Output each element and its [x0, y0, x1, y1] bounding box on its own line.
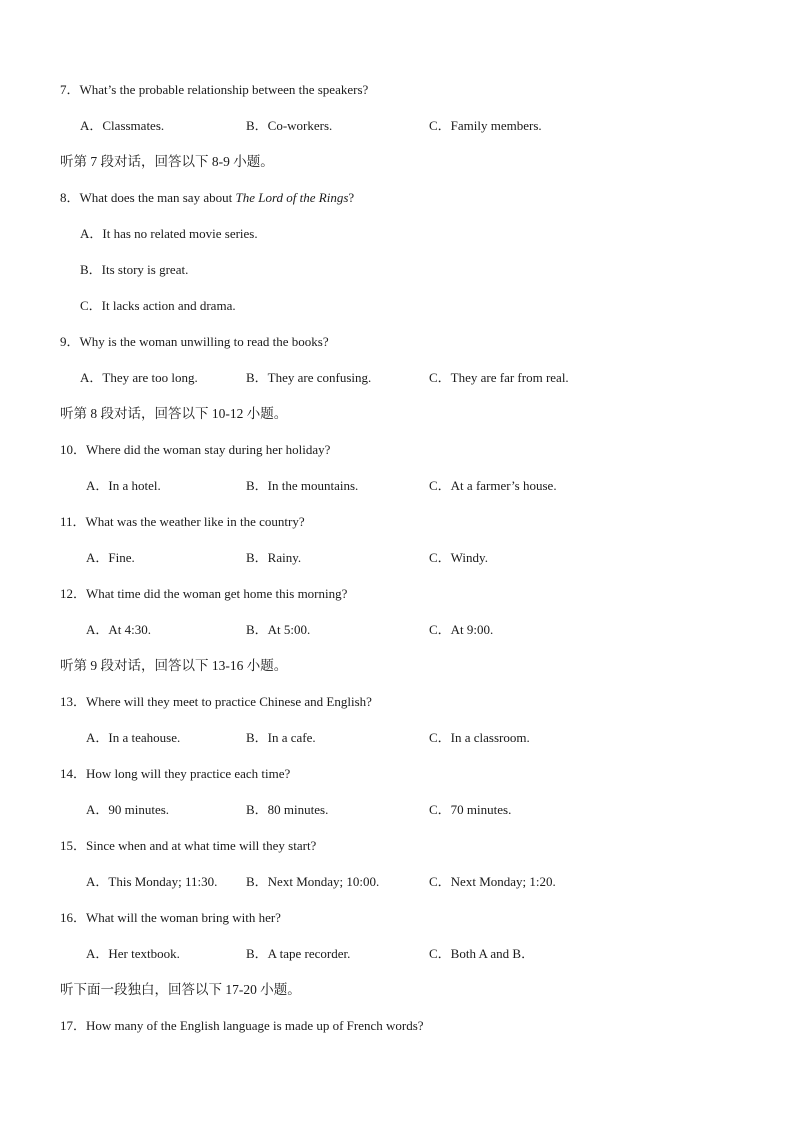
question-text: 7．What’s the probable relationship between the speakers?	[60, 82, 369, 97]
question-text: 13．Where will they meet to practice Chinese and English?	[60, 694, 372, 709]
section-instruction: 听下面一段独白，回答以下 17-20 小题。	[60, 982, 301, 997]
question-text	[60, 189, 354, 207]
answer-options-row	[0, 801, 794, 819]
answer-option[interactable]: C．They are far from real.	[429, 370, 569, 385]
question-text: 16．What will the woman bring with her?	[60, 910, 281, 925]
section-instruction: 听第 7 段对话，回答以下 8-9 小题。	[60, 154, 274, 169]
answer-option[interactable]: B．In a cafe.	[246, 730, 316, 745]
answer-option[interactable]: B．They are confusing.	[246, 370, 372, 385]
question-text: 10．Where did the woman stay during her holiday?	[60, 442, 331, 457]
answer-options-row	[0, 945, 794, 963]
answer-option[interactable]: B．Next Monday; 10:00.	[246, 874, 380, 889]
answer-option[interactable]: A．In a teahouse.	[86, 730, 181, 745]
answer-option[interactable]: A．Classmates.	[80, 118, 165, 133]
answer-option[interactable]: B．Co-workers.	[246, 118, 333, 133]
answer-option[interactable]: C．70 minutes.	[429, 802, 512, 817]
answer-option[interactable]: A．It has no related movie series.	[80, 226, 258, 241]
question-fragment: 8．What does the man say about	[60, 190, 236, 205]
answer-options-row	[0, 369, 794, 387]
question-text: 15．Since when and at what time will they start?	[60, 838, 317, 853]
answer-options-row	[0, 621, 794, 639]
question-fragment: ?	[348, 190, 355, 205]
answer-option[interactable]: C．Next Monday; 1:20.	[429, 874, 556, 889]
answer-options-row	[0, 729, 794, 747]
book-title: The Lord of the Rings	[235, 190, 349, 205]
answer-option[interactable]: A．This Monday; 11:30.	[86, 874, 218, 889]
answer-options-row	[0, 873, 794, 891]
answer-options-row	[0, 477, 794, 495]
section-instruction: 听第 8 段对话，回答以下 10-12 小题。	[60, 406, 288, 421]
section-instruction: 听第 9 段对话，回答以下 13-16 小题。	[60, 658, 288, 673]
answer-option[interactable]: A．At 4:30.	[86, 622, 152, 637]
answer-option[interactable]: C．Family members.	[429, 118, 542, 133]
question-text: 12．What time did the woman get home this morning?	[60, 586, 348, 601]
question-text: 11．What was the weather like in the country?	[60, 514, 305, 529]
answer-option[interactable]: A．90 minutes.	[86, 802, 170, 817]
answer-option[interactable]: B．At 5:00.	[246, 622, 311, 637]
answer-option[interactable]: C．In a classroom.	[429, 730, 530, 745]
answer-option[interactable]: A．Her textbook.	[86, 946, 180, 961]
answer-option[interactable]: A．They are too long.	[80, 370, 198, 385]
answer-option[interactable]: C．Both A and B．	[429, 946, 535, 961]
answer-option[interactable]: B．Rainy.	[246, 550, 302, 565]
answer-option[interactable]: A．Fine.	[86, 550, 135, 565]
question-text: 14．How long will they practice each time?	[60, 766, 291, 781]
answer-option[interactable]: B．In the mountains.	[246, 478, 359, 493]
answer-option[interactable]: C．At a farmer’s house.	[429, 478, 557, 493]
answer-option[interactable]: C．At 9:00.	[429, 622, 494, 637]
answer-option[interactable]: A．In a hotel.	[86, 478, 161, 493]
answer-option[interactable]: C．Windy.	[429, 550, 488, 565]
answer-option[interactable]: B．80 minutes.	[246, 802, 329, 817]
question-text: 9．Why is the woman unwilling to read the books?	[60, 334, 329, 349]
answer-options-row	[0, 549, 794, 567]
answer-options-row	[0, 117, 794, 135]
question-text: 17．How many of the English language is made up of French words?	[60, 1018, 424, 1033]
answer-option[interactable]: B．Its story is great.	[80, 262, 189, 277]
answer-option[interactable]: B．A tape recorder.	[246, 946, 351, 961]
answer-option[interactable]: C．It lacks action and drama.	[80, 298, 236, 313]
